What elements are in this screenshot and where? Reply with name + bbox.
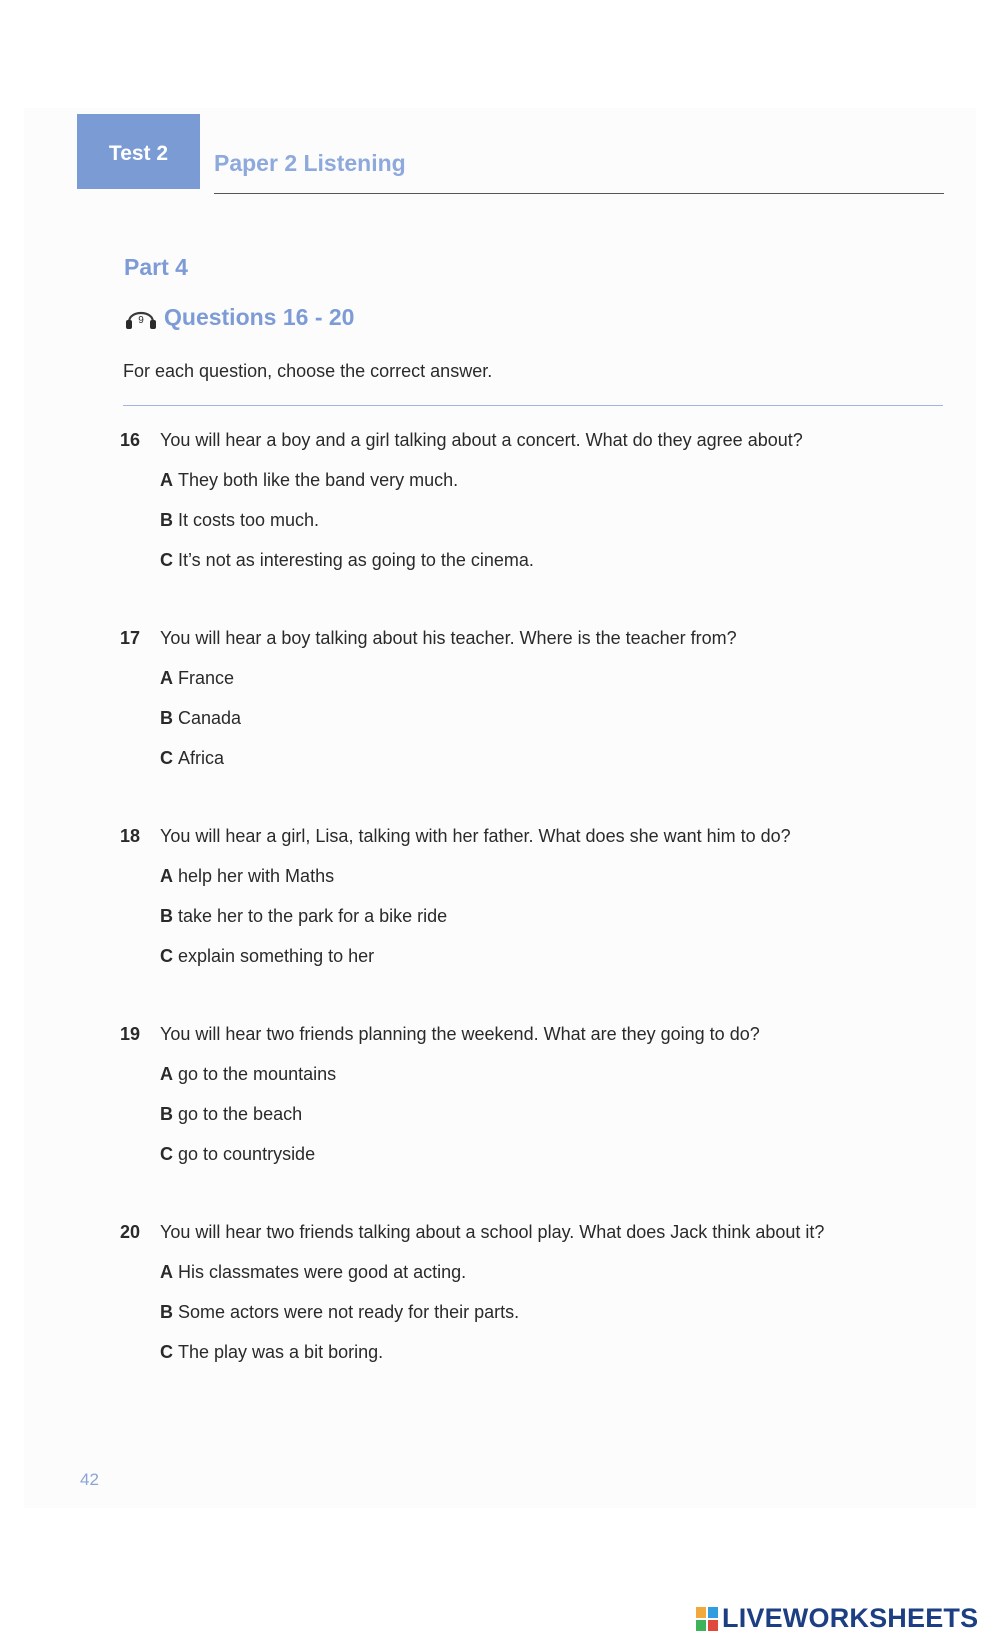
brand-name: LIVEWORKSHEETS [722,1603,979,1633]
question-16 [120,428,950,572]
question-text: You will hear two friends talking about a school play. What does Jack think about it? [160,1222,825,1242]
page-number: 42 [80,1470,99,1489]
option-a[interactable] [160,864,950,888]
instruction-text: For each question, choose the correct answer. [123,361,493,381]
question-19 [120,1022,950,1166]
question-text: You will hear a girl, Lisa, talking with her father. What does she want him to do? [160,826,791,846]
option-letter: B [160,510,173,530]
brand-watermark[interactable] [695,1603,978,1634]
question-number: 19 [120,1024,141,1044]
questions-title: Questions 16 - 20 [164,303,355,330]
option-letter: B [160,708,173,728]
option-text: go to the mountains [178,1064,337,1084]
option-c[interactable] [160,1340,950,1364]
option-text: It’s not as interesting as going to the cinema. [178,550,534,570]
test-tab [77,114,200,189]
option-a[interactable] [160,1260,950,1284]
option-text: Africa [178,748,225,768]
question-number: 18 [120,826,141,846]
option-text: take her to the park for a bike ride [178,906,448,926]
question-text: You will hear a boy and a girl talking about a concert. What do they agree about? [160,430,803,450]
question-17 [120,626,950,770]
option-letter: A [160,1262,173,1282]
header-rule [214,193,944,194]
part-title: Part 4 [124,254,188,280]
headphone-icon [124,303,158,331]
option-text: Some actors were not ready for their parts. [178,1302,520,1322]
option-a[interactable] [160,468,950,492]
option-letter: A [160,866,173,886]
option-text: It costs too much. [178,510,320,530]
option-letter: A [160,668,173,688]
option-text: go to the beach [178,1104,303,1124]
option-b[interactable] [160,1300,950,1324]
track-number: 9 [138,315,144,326]
question-text: You will hear a boy talking about his teacher. Where is the teacher from? [160,628,737,648]
question-number: 17 [120,628,141,648]
paper-title: Paper 2 Listening [214,150,406,176]
option-b[interactable] [160,706,950,730]
option-a[interactable] [160,666,950,690]
option-letter: C [160,748,173,768]
test-label: Test 2 [108,141,169,165]
question-text: You will hear two friends planning the weekend. What are they going to do? [160,1024,760,1044]
option-letter: C [160,550,173,570]
option-c[interactable] [160,746,950,770]
option-letter: A [160,470,173,490]
questions-heading [124,303,354,331]
option-letter: B [160,906,173,926]
option-text: help her with Maths [178,866,335,886]
option-letter: B [160,1104,173,1124]
option-letter: A [160,1064,173,1084]
option-text: France [178,668,235,688]
instruction-rule [123,405,943,406]
option-text: explain something to her [178,946,375,966]
option-text: His classmates were good at acting. [178,1262,467,1282]
option-c[interactable] [160,1142,950,1166]
option-text: They both like the band very much. [178,470,459,490]
question-number: 20 [120,1222,141,1242]
option-text: Canada [178,708,242,728]
option-b[interactable] [160,904,950,928]
option-text: The play was a bit boring. [178,1342,384,1362]
option-letter: B [160,1302,173,1322]
option-b[interactable] [160,1102,950,1126]
option-letter: C [160,946,173,966]
question-20 [120,1220,950,1364]
option-text: go to countryside [178,1144,316,1164]
question-number: 16 [120,430,141,450]
liveworksheets-logo-icon [695,1606,719,1632]
option-letter: C [160,1144,173,1164]
option-c[interactable] [160,548,950,572]
option-b[interactable] [160,508,950,532]
option-c[interactable] [160,944,950,968]
option-a[interactable] [160,1062,950,1086]
question-18 [120,824,950,968]
option-letter: C [160,1342,173,1362]
